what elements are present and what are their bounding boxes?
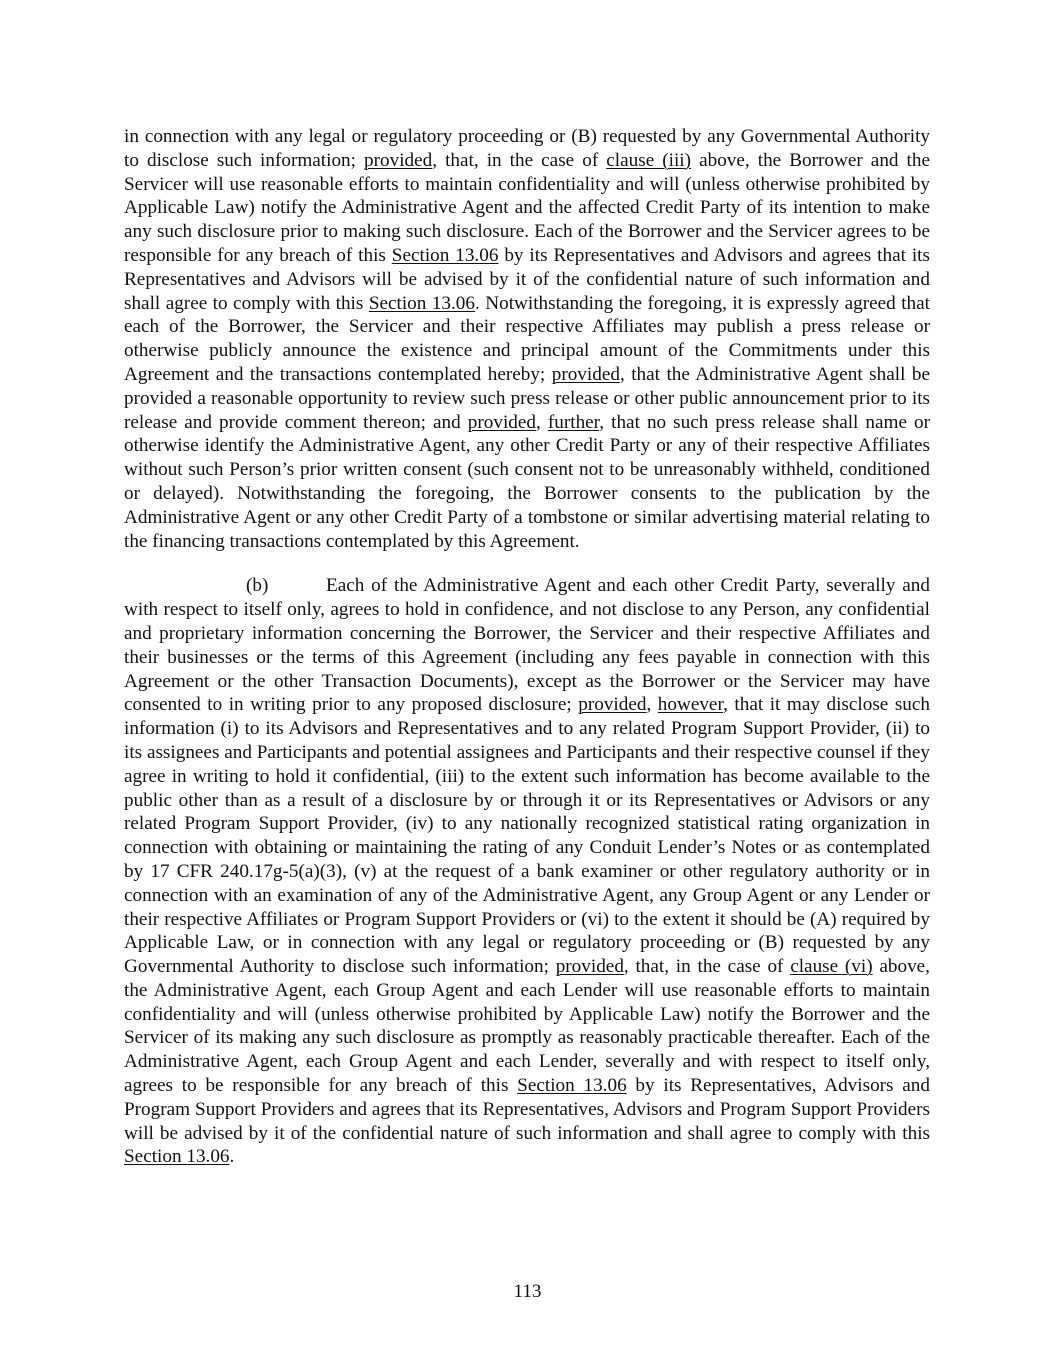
text-run: . bbox=[229, 1146, 235, 1168]
defined-term-provided: provided bbox=[364, 149, 433, 171]
text-run: , that, in the case of bbox=[623, 956, 791, 978]
defined-term-provided: provided bbox=[578, 694, 647, 716]
paragraph-b bbox=[124, 574, 930, 1169]
text-run: , that no such press release shall name or otherwise identify the Administrative Agent, any other Credit Party or any of their respective Affiliates without such Person’s prior written consent (such consent not to be unreasonably withheld, conditioned or delayed). Notwithstanding the foregoing, the Borrower consents to the publication by the Administrative Agent or any other Credit Party of a tombstone or similar advertising material relating to the financing transactions contemplated by this Agreement. bbox=[124, 411, 931, 552]
defined-term-provided: provided bbox=[551, 363, 620, 385]
paragraph-a-continuation bbox=[124, 125, 930, 553]
defined-term-provided: provided bbox=[467, 411, 537, 433]
section-reference: Section 13.06 bbox=[368, 292, 475, 314]
subsection-label: (b) bbox=[246, 575, 269, 597]
text-run: by its Representatives and Advisors and agrees that its Representatives and Advisors will be advised by it of the confidential nature of such information and shall agree to comply with this bbox=[124, 244, 930, 314]
text-run: , that it may disclose such information (i) to its Advisors and Representatives and to any related Program Support Provider, (ii) to its assignees and Participants and potential assignees and Participants and their respective counsel if they agree in writing to hold it confidential, (iii) to the extent such information has become available to the public other than as a result of a disclosure by or through it or its Representatives or Advisors or any related Program Support Provider, (iv) to any nationally recognized statistical rating organization in connection with obtaining or maintaining the rating of any Conduit Lender’s Notes or as contemplated by 17 CFR 240.17g-5(a)(3), (v) at the request of a bank examiner or other regulatory authority or in connection with an examination of any of the Administrative Agent, any Group Agent or any Lender or their respective Affiliates or Program Support Providers or (vi) to the extent it should be (A) required by Applicable Law, or in connection with any legal or regulatory proceeding or (B) requested by any Governmental Authority to disclose such information; bbox=[124, 694, 931, 978]
section-reference: Section 13.06 bbox=[391, 244, 499, 266]
text-run: . Notwithstanding the foregoing, it is expressly agreed that each of the Borrower, the Servicer and their respective Affiliates may publish a press release or otherwise publicly announce the existence and principal amount of the Commitments under this Agreement and the transactions contemplated hereby; bbox=[124, 292, 930, 385]
section-reference: Section 13.06 bbox=[124, 1146, 230, 1168]
clause-reference: clause (iii) bbox=[606, 149, 692, 171]
text-run: Each of the Administrative Agent and each other Credit Party, severally and with respect to itself only, agrees to hold in confidence, and not disclose to any Person, any confidential and proprietary information concerning the Borrower, the Servicer and their respective Affiliates and their businesses or the terms of this Agreement (including any fees payable in connection with this Agreement or the other Transaction Documents), except as the Borrower or the Servicer may have consented to in writing prior to any proposed disclosure; bbox=[124, 575, 930, 716]
page-number: 113 bbox=[513, 1281, 542, 1302]
clause-reference: clause (vi) bbox=[790, 956, 873, 978]
text-run: above, the Borrower and the Servicer will use reasonable efforts to maintain confidentiality and will (unless otherwise prohibited by Applicable Law) notify the Administrative Agent and the affected Credit Party of its intention to make any such disclosure prior to making such disclosure. Each of the Borrower and the Servicer agrees to be responsible for any breach of this bbox=[124, 149, 930, 266]
section-reference: Section 13.06 bbox=[517, 1075, 627, 1097]
text-run: , bbox=[536, 411, 548, 433]
text-run: in connection with any legal or regulatory proceeding or (B) requested by any Governmental Authority to disclose such information; bbox=[124, 126, 930, 171]
text-run: , bbox=[646, 694, 658, 716]
text-run: , that the Administrative Agent shall be provided a reasonable opportunity to review such press release or other public announcement prior to its release and provide comment thereon; and bbox=[124, 363, 930, 433]
defined-term-further: further bbox=[547, 411, 600, 433]
defined-term-provided: provided bbox=[555, 956, 624, 978]
text-run: , that, in the case of bbox=[432, 149, 607, 171]
text-run: above, the Administrative Agent, each Group Agent and each Lender will use reasonable efforts to maintain confidentiality and will (unless otherwise prohibited by Applicable Law) notify the Borrower and the Servicer of its making any such disclosure as promptly as reasonably practicable thereafter. Each of the Administrative Agent, each Group Agent and each Lender, severally and with respect to itself only, agrees to be responsible for any breach of this bbox=[124, 956, 930, 1097]
document-page bbox=[124, 125, 930, 1169]
text-run: by its Representatives, Advisors and Program Support Providers and agrees that its Representatives, Advisors and Program Support Providers will be advised by it of the confidential nature of such information and shall agree to comply with this bbox=[124, 1075, 930, 1144]
defined-term-however: however bbox=[657, 694, 724, 716]
